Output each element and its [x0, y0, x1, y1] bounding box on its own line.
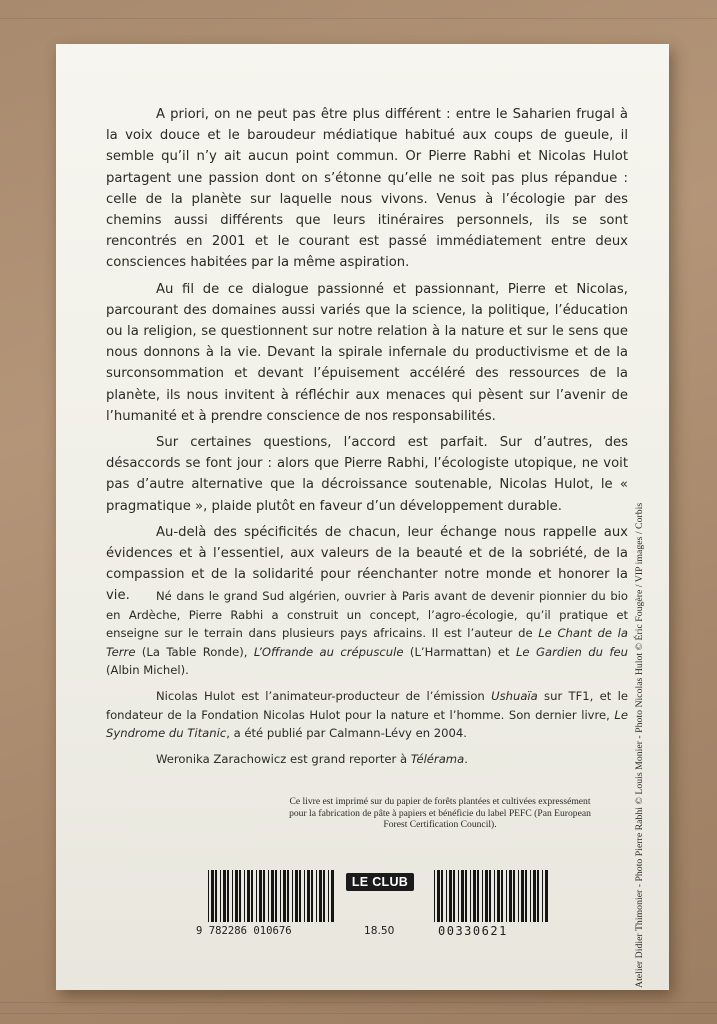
barcode-bar: [537, 870, 539, 922]
barcode-bar: [244, 870, 245, 922]
barcode-bar: [323, 870, 325, 922]
internal-code: 00330621: [438, 924, 508, 938]
bio-pierre-rabhi: Né dans le grand Sud algérien, ouvrier à Paris avant de devenir pionnier du bio en Ardèche, Pierre Rabhi a construit un concept, l’agro-écologie, qu’il pratique et enseigne sur le terrain dans plusieurs pays africains. Il est l’auteur de Le Chant de la Terre (La Table Ronde), L’Offrande au crépuscule (L’Harmattan) et Le Gardien du feu (Albin Michel).: [106, 589, 628, 678]
barcode-bar: [497, 870, 500, 922]
barcode-bar: [307, 870, 310, 922]
book-title: L’Offrande au crépuscule: [253, 644, 404, 659]
barcode-bar: [316, 870, 317, 922]
barcode-bar: [235, 870, 238, 922]
barcode-bar: [494, 870, 495, 922]
summary-paragraph-1: A priori, on ne peut pas être plus différent : entre le Saharien frugal à la voix douce et le baroudeur médiatique habitué aux coups de gueule, il semble qu’il n’y ait aucun point commun. Or Pierre Rabhi et Nicolas Hulot partagent une passion dont on s’étonne qu’elle ne soit pas plus répandue : celle de la planète sur laquelle nous vivons. Venus à l’écologie par des chemins aussi différents que leurs itinéraires personnels, ils se sont rencontrés en 2001 et le courant est passé immédiatement entre deux consciences habitées par la même aspiration.: [106, 107, 628, 271]
barcode-bar: [304, 870, 305, 922]
barcode-bar: [482, 870, 483, 922]
book-title: Le Syndrome du Titanic: [106, 707, 628, 741]
summary-paragraph-4: Au-delà des spécificités de chacun, leur échange nous rappelle aux évidences et à l’essentiel, aux valeurs de la beauté et de la sobriété, de la compassion et de la solidarité pour réenchanter notre monde et honorer la vie.: [106, 524, 628, 604]
price: 18.50: [364, 925, 395, 937]
barcode-bar: [477, 870, 479, 922]
isbn-barcode: [206, 870, 338, 922]
barcode-bar: [331, 870, 334, 922]
summary-paragraph-2: Au fil de ce dialogue passionné et passionnant, Pierre et Nicolas, parcourant des domaines aussi variés que la science, la politique, l’éducation ou la religion, se questionnent sur notre relation à la nature et sur le sens que nous donnons à la vie. Devant la spirale infernale du productivisme et de la surconsommation et devant l’épuisement accéléré des ressources de la planète, ils nous invitent à réfléchir aux menaces qui pèsent sur l’avenir de l’humanité et à prendre conscience de nos responsabilités.: [106, 281, 628, 424]
barcode-bar: [542, 870, 543, 922]
barcode-bar: [470, 870, 471, 922]
author-bios: [106, 587, 628, 775]
barcode-bar: [239, 870, 241, 922]
barcode-bar: [247, 870, 250, 922]
barcode-bar: [434, 870, 435, 922]
barcode-bar: [465, 870, 467, 922]
barcode-bar: [513, 870, 515, 922]
summary-text: [106, 104, 628, 612]
barcode-bar: [453, 870, 455, 922]
barcode-bar: [458, 870, 459, 922]
barcode-bar: [461, 870, 464, 922]
summary-paragraph-3: Sur certaines questions, l’accord est parfait. Sur d’autres, des désaccords se font jour : alors que Pierre Rabhi, l’écologiste utopique, ne voit pas d’autre alternative que la décroissance soutenable, Nicolas Hulot, le « pragmatique », plaide plutôt en faveur d’un développement durable.: [106, 435, 628, 514]
barcode-bar: [292, 870, 293, 922]
barcode-bar: [211, 870, 214, 922]
barcode-bar: [449, 870, 452, 922]
book-title: Le Chant de la Terre: [106, 626, 628, 659]
barcode-bar: [263, 870, 265, 922]
barcode-bar: [518, 870, 519, 922]
barcode-bar: [545, 870, 548, 922]
barcode-bar: [299, 870, 301, 922]
barcode-bar: [275, 870, 277, 922]
barcode-bar: [521, 870, 524, 922]
barcode-bar: [319, 870, 322, 922]
barcode-bar: [259, 870, 262, 922]
bio-nicolas-hulot: Nicolas Hulot est l’animateur-producteur de l’émission Ushuaïa sur TF1, et le fondateur de la Fondation Nicolas Hulot pour la nature et l’homme. Son dernier livre, Le Syndrome du Titanic, a été publié par Calmann-Lévy en 2004.: [106, 688, 628, 741]
paper-certification-note: Ce livre est imprimé sur du papier de forêts plantées et cultivées expressément pour la fabrication de pâte à papiers et bénéficie du label PEFC (Pan European Forest Certification Council).: [289, 796, 591, 831]
barcode-bar: [232, 870, 233, 922]
internal-barcode: [432, 870, 551, 922]
barcode-bar: [287, 870, 289, 922]
magazine-title: Télérama: [410, 751, 465, 766]
barcode-bar: [485, 870, 488, 922]
barcode-bar: [251, 870, 253, 922]
barcode-bar: [441, 870, 443, 922]
barcode-bar: [533, 870, 536, 922]
barcode-bar: [280, 870, 281, 922]
publisher-logo: LE CLUB: [346, 873, 414, 891]
barcode-bar: [295, 870, 298, 922]
barcode-bar: [271, 870, 274, 922]
book-title: Le Gardien du feu: [515, 644, 628, 659]
barcode-bar: [328, 870, 329, 922]
book-back-cover: [56, 44, 669, 990]
barcode-bar: [501, 870, 503, 922]
barcode-bar: [227, 870, 229, 922]
barcode-bar: [223, 870, 226, 922]
photo-credit: Atelier Didier Thimonier - Photo Pierre Rabhi © Louis Monier - Photo Nicolas Hulot © Éric Fougère / VIP images / Corbis: [634, 502, 645, 988]
barcode-bar: [283, 870, 286, 922]
barcode-bar: [437, 870, 440, 922]
barcode-bar: [530, 870, 531, 922]
barcode-bar: [268, 870, 269, 922]
show-title: Ushuaïa: [491, 688, 538, 703]
bio-weronika-zarachowicz: Weronika Zarachowicz est grand reporter à Télérama.: [156, 751, 468, 766]
barcode-bar: [311, 870, 313, 922]
isbn-number: 9 782286 010676: [196, 925, 292, 937]
barcode-bar: [489, 870, 491, 922]
barcode-bar: [220, 870, 221, 922]
barcode-bar: [215, 870, 217, 922]
barcode-bar: [208, 870, 209, 922]
barcode-bar: [446, 870, 447, 922]
barcode-bar: [506, 870, 507, 922]
barcode-bar: [525, 870, 527, 922]
barcode-bar: [509, 870, 512, 922]
barcode-bar: [473, 870, 476, 922]
barcode-bar: [256, 870, 257, 922]
